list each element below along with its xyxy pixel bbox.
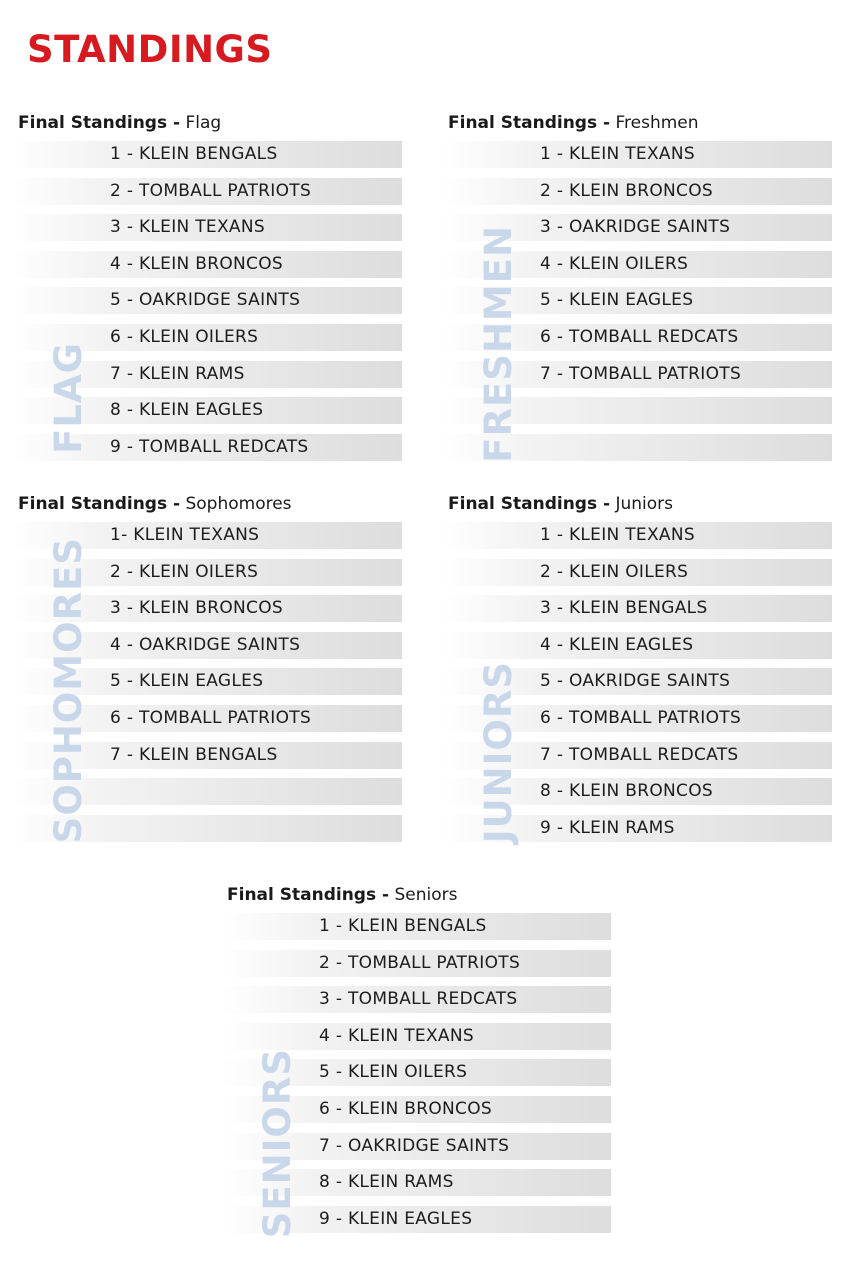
- standing-text: 1 - KLEIN TEXANS: [540, 144, 695, 164]
- title-prefix: Final Standings -: [448, 113, 611, 133]
- standing-text: 4 - KLEIN OILERS: [540, 253, 689, 274]
- standing-text: 5 - KLEIN OILERS: [319, 1062, 468, 1083]
- standing-row: [12, 251, 402, 278]
- standing-row: [12, 178, 402, 205]
- title-prefix: Final Standings -: [18, 113, 181, 133]
- juniors-standings-title: [448, 491, 673, 517]
- standing-row: [442, 559, 832, 586]
- standing-text: 7 - TOMBALL REDCATS: [540, 744, 739, 765]
- standing-text: 6 - KLEIN BRONCOS: [319, 1098, 492, 1119]
- standing-text: 2 - TOMBALL PATRIOTS: [319, 952, 521, 973]
- standing-text: 7 - OAKRIDGE SAINTS: [319, 1135, 510, 1156]
- sophomores-vertical-label: SOPHOMORES: [47, 537, 90, 844]
- standing-row: [12, 287, 402, 314]
- standing-text: 3 - OAKRIDGE SAINTS: [540, 217, 731, 238]
- standing-text: 4 - OAKRIDGE SAINTS: [110, 634, 301, 655]
- sophomores-standings-title: [18, 491, 292, 517]
- standing-row: [442, 632, 832, 659]
- standing-text: 7 - KLEIN BENGALS: [110, 744, 278, 765]
- standing-row: [12, 141, 402, 168]
- standing-row: [221, 950, 611, 977]
- standing-text: 3 - KLEIN BENGALS: [540, 598, 708, 619]
- flag-vertical-label: FLAG: [47, 342, 90, 454]
- standing-text: 8 - KLEIN EAGLES: [110, 400, 264, 421]
- standing-text: 5 - KLEIN EAGLES: [110, 671, 264, 692]
- standing-text: 2 - KLEIN BRONCOS: [540, 180, 713, 201]
- standing-text: 5 - OAKRIDGE SAINTS: [540, 671, 731, 692]
- flag-standings-title: [18, 110, 221, 136]
- freshmen-standings-title: [448, 110, 699, 136]
- standing-text: 3 - KLEIN TEXANS: [110, 217, 265, 238]
- division-name: Flag: [185, 113, 222, 133]
- title-prefix: Final Standings -: [18, 494, 181, 514]
- standing-text: 2 - KLEIN OILERS: [540, 561, 689, 582]
- standing-text: 1 - KLEIN BENGALS: [319, 916, 487, 936]
- standing-text: 1 - KLEIN BENGALS: [110, 144, 278, 164]
- standing-text: 6 - KLEIN OILERS: [110, 326, 259, 347]
- standing-row: [221, 913, 611, 940]
- page-title: STANDINGS: [27, 28, 273, 71]
- seniors-standings-title: [227, 882, 457, 908]
- standing-row: [442, 522, 832, 549]
- division-name: Juniors: [615, 494, 674, 514]
- standing-text: 5 - KLEIN EAGLES: [540, 290, 694, 311]
- division-name: Sophomores: [185, 494, 292, 514]
- standing-text: 4 - KLEIN TEXANS: [319, 1025, 474, 1046]
- standing-text: 6 - TOMBALL PATRIOTS: [110, 707, 312, 728]
- standing-text: 9 - KLEIN EAGLES: [319, 1208, 473, 1229]
- standing-text: 5 - OAKRIDGE SAINTS: [110, 290, 301, 311]
- standing-row: [221, 1023, 611, 1050]
- standing-text: 8 - KLEIN BRONCOS: [540, 781, 713, 802]
- division-name: Seniors: [394, 885, 458, 905]
- standing-text: 1- KLEIN TEXANS: [110, 525, 260, 545]
- standing-text: 6 - TOMBALL REDCATS: [540, 326, 739, 347]
- standing-text: 3 - KLEIN BRONCOS: [110, 598, 283, 619]
- title-prefix: Final Standings -: [227, 885, 390, 905]
- standing-row: [442, 178, 832, 205]
- standing-text: 1 - KLEIN TEXANS: [540, 525, 695, 545]
- standing-text: 8 - KLEIN RAMS: [319, 1172, 454, 1193]
- standing-text: 9 - KLEIN RAMS: [540, 817, 675, 838]
- juniors-vertical-label: JUNIORS: [477, 661, 520, 844]
- standing-text: 7 - KLEIN RAMS: [110, 363, 245, 384]
- seniors-vertical-label: SENIORS: [256, 1048, 299, 1239]
- standing-text: 3 - TOMBALL REDCATS: [319, 989, 518, 1010]
- standing-text: 4 - KLEIN EAGLES: [540, 634, 694, 655]
- standing-text: 9 - TOMBALL REDCATS: [110, 436, 309, 457]
- standing-text: 7 - TOMBALL PATRIOTS: [540, 363, 742, 384]
- standing-row: [442, 595, 832, 622]
- division-name: Freshmen: [615, 113, 699, 133]
- standing-text: 6 - TOMBALL PATRIOTS: [540, 707, 742, 728]
- standing-row: [442, 141, 832, 168]
- title-prefix: Final Standings -: [448, 494, 611, 514]
- standing-text: 2 - KLEIN OILERS: [110, 561, 259, 582]
- standing-row: [12, 214, 402, 241]
- standing-row: [221, 986, 611, 1013]
- standing-text: 2 - TOMBALL PATRIOTS: [110, 180, 312, 201]
- freshmen-vertical-label: FRESHMEN: [477, 225, 520, 463]
- standing-text: 4 - KLEIN BRONCOS: [110, 253, 283, 274]
